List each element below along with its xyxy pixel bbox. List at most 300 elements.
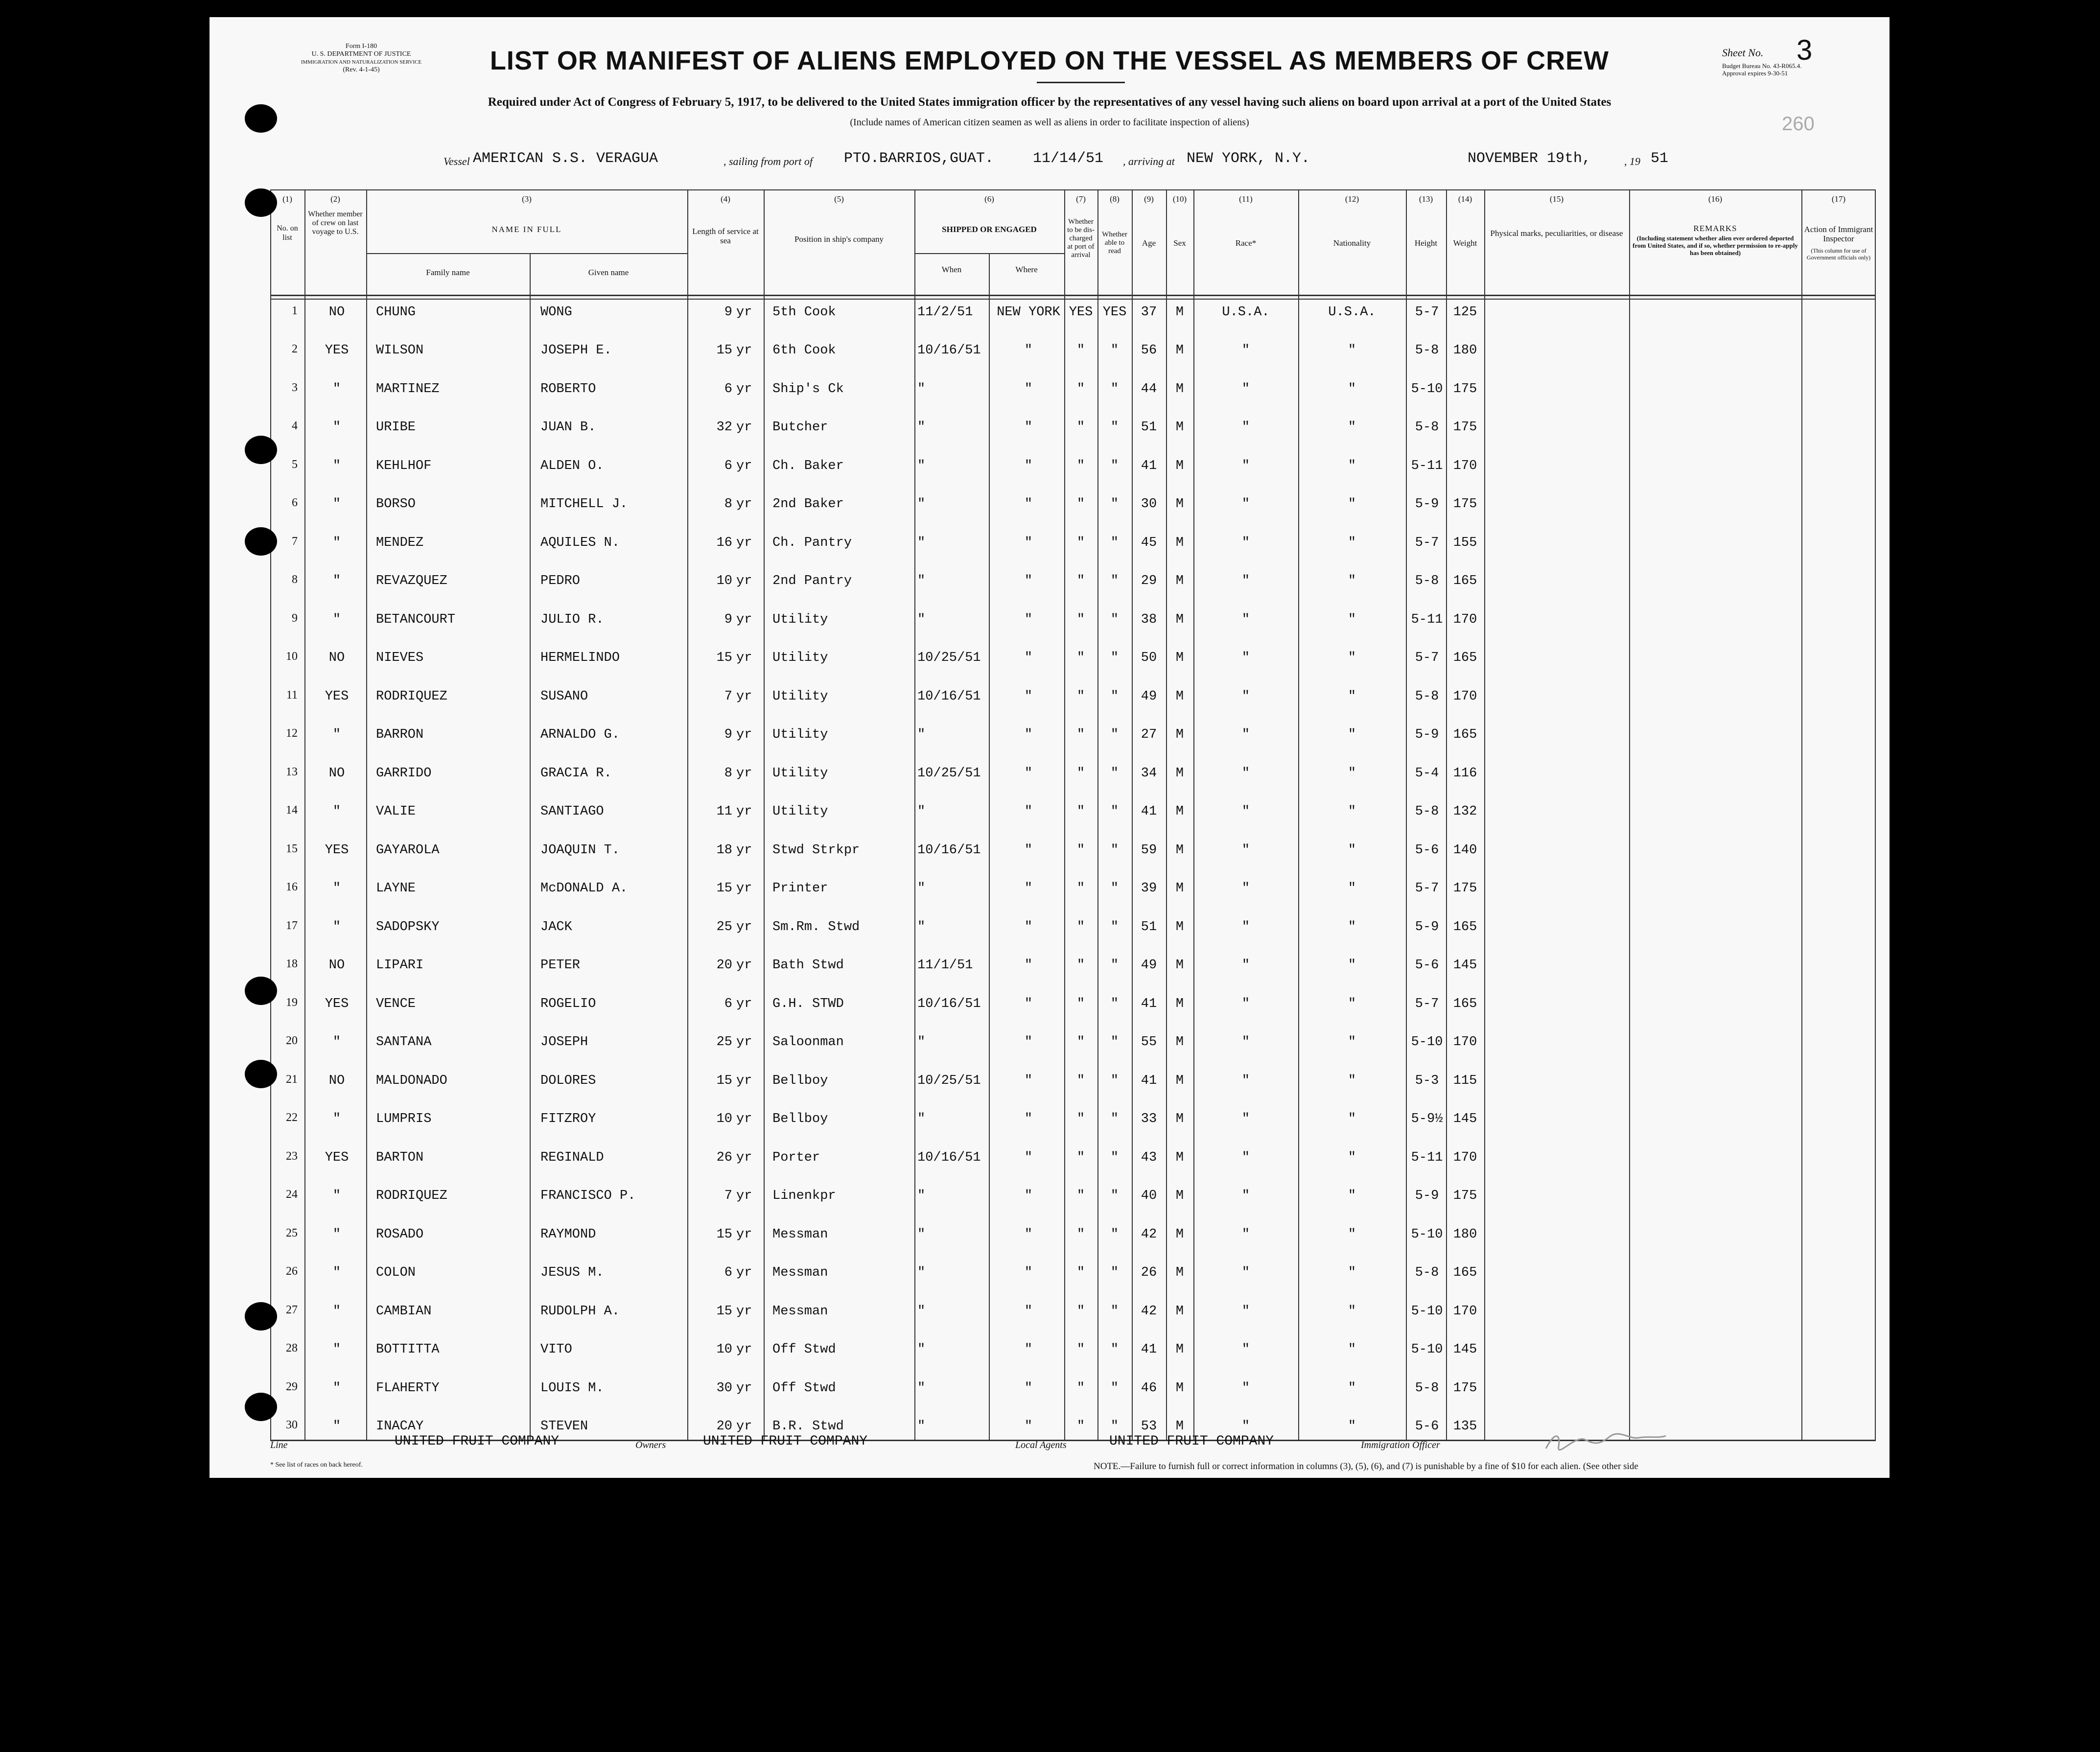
race-cell: " [1241, 382, 1250, 397]
row-number: 28 [286, 1342, 298, 1355]
col-header-length-of-service: Length of service at sea [692, 227, 759, 245]
family-name-cell: MALDONADO [376, 1074, 447, 1088]
row-number: 12 [286, 727, 298, 740]
budget-info [1722, 62, 1801, 77]
nationality-cell: " [1348, 958, 1356, 973]
officer-signature [1541, 1425, 1668, 1454]
column-number: (5) [834, 194, 844, 204]
given-name-cell: SANTIAGO [540, 804, 604, 819]
weight-cell: 180 [1453, 343, 1477, 358]
weight-cell: 115 [1453, 1074, 1477, 1088]
family-name-cell: BARRON [376, 727, 424, 742]
discharged-cell: " [1076, 1227, 1085, 1242]
sex-cell: M [1175, 1074, 1184, 1088]
row-number: 27 [286, 1304, 298, 1316]
weight-cell: 170 [1453, 1150, 1477, 1165]
years-of-service-cell: 6 [724, 382, 732, 397]
shipped-when-cell: 10/16/51 [917, 843, 981, 858]
sheet-number-label: Sheet No. [1722, 47, 1764, 59]
row-number: 2 [292, 343, 298, 355]
row-number: 19 [286, 996, 298, 1009]
sex-cell: M [1175, 1381, 1184, 1396]
arrival-port: NEW YORK, N.Y. [1187, 150, 1310, 167]
given-name-cell: JOSEPH [540, 1035, 588, 1050]
row-number: 30 [286, 1419, 298, 1431]
years-suffix: yr [736, 459, 752, 473]
row-number: 23 [286, 1150, 298, 1163]
nationality-cell: " [1348, 997, 1356, 1011]
act-statement: Required under Act of Congress of February 5, 1917, to be delivered to the United States immigration officer by the representatives of any vessel having such aliens on board upon arrival at a port of the United States [488, 95, 1611, 109]
discharged-cell: " [1076, 1035, 1085, 1050]
sex-cell: M [1175, 1189, 1184, 1203]
race-cell: " [1241, 1074, 1250, 1088]
previous-voyage-cell: " [332, 536, 341, 550]
years-of-service-cell: 6 [724, 997, 732, 1011]
family-name-cell: SANTANA [376, 1035, 432, 1050]
column-number: (7) [1076, 194, 1086, 204]
years-suffix: yr [736, 1150, 752, 1165]
previous-voyage-cell: NO [328, 1074, 345, 1088]
age-cell: 56 [1141, 343, 1157, 358]
shipped-when-cell: " [917, 1265, 926, 1280]
height-cell: 5-9 [1415, 1189, 1439, 1203]
years-suffix: yr [736, 1304, 752, 1319]
age-cell: 30 [1141, 497, 1157, 512]
col-header-where: Where [1015, 265, 1038, 274]
nationality-cell: " [1348, 1189, 1356, 1203]
years-of-service-cell: 10 [716, 1112, 732, 1126]
years-suffix: yr [736, 651, 752, 665]
race-cell: " [1241, 689, 1250, 704]
years-suffix: yr [736, 766, 752, 781]
years-of-service-cell: 15 [716, 1304, 732, 1319]
nationality-cell: " [1348, 1150, 1356, 1165]
age-cell: 29 [1141, 574, 1157, 588]
able-to-read-cell: " [1110, 689, 1119, 704]
sex-cell: M [1175, 689, 1184, 704]
discharged-cell: " [1076, 343, 1085, 358]
height-cell: 5-10 [1411, 1227, 1443, 1242]
position-cell: Ch. Pantry [772, 536, 852, 550]
discharged-cell: " [1076, 1419, 1085, 1434]
row-number: 25 [286, 1227, 298, 1239]
previous-voyage-cell: " [332, 727, 341, 742]
nationality-cell: " [1348, 843, 1356, 858]
given-name-cell: RUDOLPH A. [540, 1304, 620, 1319]
family-name-cell: COLON [376, 1265, 416, 1280]
sex-cell: M [1175, 804, 1184, 819]
height-cell: 5-7 [1415, 997, 1439, 1011]
weight-cell: 175 [1453, 382, 1477, 397]
age-cell: 41 [1141, 459, 1157, 473]
weight-cell: 132 [1453, 804, 1477, 819]
age-cell: 46 [1141, 1381, 1157, 1396]
family-name-cell: LIPARI [376, 958, 424, 973]
row-number: 17 [286, 919, 298, 932]
previous-voyage-cell: " [332, 497, 341, 512]
weight-cell: 125 [1453, 305, 1477, 320]
line-label: Line [270, 1440, 288, 1450]
column-number: (17) [1831, 194, 1846, 204]
previous-voyage-cell: NO [328, 651, 345, 665]
shipped-when-cell: " [917, 420, 926, 435]
shipped-where-cell: " [1024, 651, 1033, 665]
race-cell: " [1241, 1342, 1250, 1357]
years-of-service-cell: 20 [716, 958, 732, 973]
shipped-when-cell: " [917, 1189, 926, 1203]
position-cell: Ship's Ck [772, 382, 844, 397]
row-number: 7 [292, 535, 298, 548]
position-cell: 5th Cook [772, 305, 836, 320]
race-cell: " [1241, 459, 1250, 473]
years-suffix: yr [736, 689, 752, 704]
position-cell: Utility [772, 689, 828, 704]
given-name-cell: AQUILES N. [540, 536, 620, 550]
col-header-name-in-full: NAME IN FULL [491, 225, 562, 234]
weight-cell: 170 [1453, 612, 1477, 627]
column-number: (8) [1110, 194, 1120, 204]
column-number: (6) [984, 194, 994, 204]
col-header-discharged: Whether to be dis-charged at port of arrival [1067, 218, 1095, 259]
discharged-cell: " [1076, 536, 1085, 550]
approval-expiry: Approval expires 9-30-51 [1722, 70, 1788, 77]
age-cell: 26 [1141, 1265, 1157, 1280]
previous-voyage-cell: " [332, 1419, 341, 1434]
shipped-where-cell: " [1024, 881, 1033, 896]
sex-cell: M [1175, 1035, 1184, 1050]
shipped-when-cell: 10/25/51 [917, 651, 981, 665]
height-cell: 5-8 [1415, 574, 1439, 588]
shipped-when-cell: " [917, 1112, 926, 1126]
height-cell: 5-8 [1415, 689, 1439, 704]
height-cell: 5-6 [1415, 958, 1439, 973]
nationality-cell: " [1348, 612, 1356, 627]
given-name-cell: DOLORES [540, 1074, 596, 1088]
nationality-cell: " [1348, 1265, 1356, 1280]
height-cell: 5-8 [1415, 804, 1439, 819]
years-of-service-cell: 7 [724, 1189, 732, 1203]
family-name-cell: MENDEZ [376, 536, 424, 550]
given-name-cell: JULIO R. [540, 612, 604, 627]
nationality-cell: " [1348, 1419, 1356, 1434]
given-name-cell: JOSEPH E. [540, 343, 612, 358]
row-number: 24 [286, 1188, 298, 1201]
height-cell: 5-11 [1411, 612, 1443, 627]
position-cell: Utility [772, 612, 828, 627]
shipped-where-cell: " [1024, 420, 1033, 435]
discharged-cell: " [1076, 997, 1085, 1011]
race-cell: " [1241, 997, 1250, 1011]
given-name-cell: ALDEN O. [540, 459, 604, 473]
previous-voyage-cell: YES [325, 997, 349, 1011]
manifest-sheet [210, 17, 1890, 1478]
shipped-where-cell: " [1024, 1419, 1033, 1434]
shipped-when-cell: 10/16/51 [917, 997, 981, 1011]
position-cell: 2nd Baker [772, 497, 844, 512]
able-to-read-cell: " [1110, 1112, 1119, 1126]
years-of-service-cell: 16 [716, 536, 732, 550]
position-cell: Bellboy [772, 1074, 828, 1088]
previous-voyage-cell: " [332, 459, 341, 473]
position-cell: Off Stwd [772, 1381, 836, 1396]
years-of-service-cell: 8 [724, 766, 732, 781]
given-name-cell: ROGELIO [540, 997, 596, 1011]
local-agents-label: Local Agents [1015, 1440, 1067, 1450]
years-of-service-cell: 8 [724, 497, 732, 512]
sex-cell: M [1175, 1342, 1184, 1357]
shipped-where-cell: " [1024, 766, 1033, 781]
family-name-cell: ROSADO [376, 1227, 424, 1242]
sex-cell: M [1175, 536, 1184, 550]
shipped-when-cell: " [917, 497, 926, 512]
row-number: 10 [286, 650, 298, 663]
sex-cell: M [1175, 766, 1184, 781]
given-name-cell: ARNALDO G. [540, 727, 620, 742]
years-suffix: yr [736, 497, 752, 512]
column-number: (15) [1549, 194, 1564, 204]
family-name-cell: BOTTITTA [376, 1342, 440, 1357]
age-cell: 33 [1141, 1112, 1157, 1126]
sex-cell: M [1175, 1304, 1184, 1319]
years-suffix: yr [736, 997, 752, 1011]
row-number: 18 [286, 958, 298, 970]
col-header-inspector-action: Action of Immigrant Inspector [1804, 225, 1873, 243]
years-of-service-cell: 6 [724, 459, 732, 473]
weight-cell: 175 [1453, 497, 1477, 512]
shipped-when-cell: 10/16/51 [917, 1150, 981, 1165]
shipped-where-cell: " [1024, 459, 1033, 473]
discharged-cell: " [1076, 1150, 1085, 1165]
row-number: 20 [286, 1034, 298, 1047]
column-divider [914, 189, 915, 1441]
position-cell: Utility [772, 727, 828, 742]
given-name-cell: FRANCISCO P. [540, 1189, 636, 1203]
years-suffix: yr [736, 1035, 752, 1050]
given-name-cell: HERMELINDO [540, 651, 620, 665]
penalty-note: NOTE.—Failure to furnish full or correct information in columns (3), (5), (6), and (7) is punishable by a fine of $10 for each alien. (See other side [1094, 1461, 1638, 1472]
row-number: 14 [286, 804, 298, 817]
race-cell: " [1241, 574, 1250, 588]
shipped-when-cell: " [917, 1419, 926, 1434]
able-to-read-cell: " [1110, 1419, 1119, 1434]
previous-voyage-cell: " [332, 382, 341, 397]
weight-cell: 165 [1453, 997, 1477, 1011]
punch-hole [245, 977, 277, 1005]
race-cell: " [1241, 343, 1250, 358]
column-divider [304, 189, 305, 1441]
col-header-age: Age [1142, 238, 1156, 248]
race-cell: " [1241, 1381, 1250, 1396]
nationality-cell: " [1348, 497, 1356, 512]
race-cell: " [1241, 1265, 1250, 1280]
able-to-read-cell: " [1110, 1074, 1119, 1088]
given-name-cell: JESUS M. [540, 1265, 604, 1280]
column-number: (12) [1345, 194, 1359, 204]
discharged-cell: " [1076, 804, 1085, 819]
given-name-cell: JACK [540, 920, 572, 934]
height-cell: 5-10 [1411, 1342, 1443, 1357]
given-name-cell: McDONALD A. [540, 881, 628, 896]
row-number: 5 [292, 458, 298, 471]
row-number: 29 [286, 1380, 298, 1393]
able-to-read-cell: " [1110, 497, 1119, 512]
handwritten-page-number: 260 [1782, 113, 1815, 135]
height-cell: 5-9 [1415, 497, 1439, 512]
family-name-cell: VENCE [376, 997, 416, 1011]
height-cell: 5-11 [1411, 1150, 1443, 1165]
able-to-read-cell: YES [1102, 305, 1127, 320]
previous-voyage-cell: NO [328, 958, 345, 973]
shipped-when-cell: " [917, 1227, 926, 1242]
shipped-where-cell: " [1024, 689, 1033, 704]
shipped-when-cell: " [917, 1342, 926, 1357]
year-prefix: , 19 [1624, 155, 1640, 167]
column-divider [1629, 189, 1630, 1441]
years-suffix: yr [736, 1342, 752, 1357]
department-name: U. S. DEPARTMENT OF JUSTICE [311, 50, 411, 58]
col-header-shipped-or-engaged: SHIPPED OR ENGAGED [942, 225, 1037, 234]
col-header-when: When [941, 265, 962, 274]
owners-company: UNITED FRUIT COMPANY [703, 1434, 868, 1449]
punch-hole [245, 1393, 277, 1421]
years-suffix: yr [736, 536, 752, 550]
able-to-read-cell: " [1110, 958, 1119, 973]
age-cell: 51 [1141, 920, 1157, 934]
shipped-where-cell: " [1024, 843, 1033, 858]
nationality-cell: " [1348, 689, 1356, 704]
height-cell: 5-9 [1415, 727, 1439, 742]
col-header-remarks-detail: (Including statement whether alien ever ordered deported from United States, and if so, whether permission to re-apply has been obtained) [1633, 234, 1798, 257]
years-suffix: yr [736, 1227, 752, 1242]
position-cell: Butcher [772, 420, 828, 435]
given-name-cell: STEVEN [540, 1419, 588, 1434]
row-number: 3 [292, 381, 298, 394]
sex-cell: M [1175, 1419, 1184, 1434]
weight-cell: 116 [1453, 766, 1477, 781]
discharged-cell: " [1076, 958, 1085, 973]
title-underline [1037, 82, 1125, 83]
family-name-cell: CAMBIAN [376, 1304, 432, 1319]
vessel-name: AMERICAN S.S. VERAGUA [473, 150, 658, 167]
previous-voyage-cell: YES [325, 843, 349, 858]
family-name-cell: GAYAROLA [376, 843, 440, 858]
punch-hole [245, 188, 277, 217]
shipped-when-cell: " [917, 612, 926, 627]
age-cell: 34 [1141, 766, 1157, 781]
previous-voyage-cell: " [332, 1227, 341, 1242]
age-cell: 43 [1141, 1150, 1157, 1165]
column-number: (2) [330, 194, 340, 204]
shipped-when-cell: " [917, 382, 926, 397]
race-cell: " [1241, 1150, 1250, 1165]
able-to-read-cell: " [1110, 727, 1119, 742]
discharged-cell: " [1076, 1342, 1085, 1357]
race-cell: " [1241, 958, 1250, 973]
owners-label: Owners [635, 1440, 666, 1450]
column-number: (13) [1419, 194, 1433, 204]
years-of-service-cell: 9 [724, 727, 732, 742]
previous-voyage-cell: " [332, 804, 341, 819]
given-name-cell: PEDRO [540, 574, 581, 588]
nationality-cell: " [1348, 881, 1356, 896]
sex-cell: M [1175, 651, 1184, 665]
years-of-service-cell: 25 [716, 920, 732, 934]
previous-voyage-cell: " [332, 1112, 341, 1126]
nationality-cell: " [1348, 420, 1356, 435]
family-name-cell: REVAZQUEZ [376, 574, 447, 588]
discharged-cell: " [1076, 1265, 1085, 1280]
able-to-read-cell: " [1110, 1035, 1119, 1050]
able-to-read-cell: " [1110, 651, 1119, 665]
shipped-where-cell: " [1024, 920, 1033, 934]
nationality-cell: " [1348, 574, 1356, 588]
position-cell: Stwd Strkpr [772, 843, 860, 858]
height-cell: 5-11 [1411, 459, 1443, 473]
column-divider [1484, 189, 1485, 1441]
punch-hole [245, 1060, 277, 1088]
sheet-number: 3 [1797, 34, 1813, 66]
previous-voyage-cell: " [332, 1342, 341, 1357]
shipped-where-cell: " [1024, 497, 1033, 512]
years-suffix: yr [736, 843, 752, 858]
arrival-year: 51 [1651, 150, 1669, 167]
column-divider [764, 189, 765, 1441]
sex-cell: M [1175, 343, 1184, 358]
column-divider [1801, 189, 1802, 1441]
given-name-cell: JUAN B. [540, 420, 596, 435]
height-cell: 5-8 [1415, 1381, 1439, 1396]
family-name-cell: CHUNG [376, 305, 416, 320]
shipped-where-cell: " [1024, 574, 1033, 588]
years-of-service-cell: 10 [716, 1342, 732, 1357]
shipped-where-cell: " [1024, 343, 1033, 358]
discharged-cell: " [1076, 612, 1085, 627]
age-cell: 42 [1141, 1304, 1157, 1319]
table-right-border [1875, 189, 1876, 1441]
height-cell: 5-7 [1415, 536, 1439, 550]
previous-voyage-cell: " [332, 420, 341, 435]
discharged-cell: " [1076, 727, 1085, 742]
able-to-read-cell: " [1110, 920, 1119, 934]
years-suffix: yr [736, 727, 752, 742]
age-cell: 44 [1141, 382, 1157, 397]
years-of-service-cell: 32 [716, 420, 732, 435]
given-name-cell: MITCHELL J. [540, 497, 628, 512]
position-cell: Off Stwd [772, 1342, 836, 1357]
years-of-service-cell: 15 [716, 343, 732, 358]
row-number: 26 [286, 1265, 298, 1278]
sex-cell: M [1175, 727, 1184, 742]
weight-cell: 175 [1453, 1189, 1477, 1203]
previous-voyage-cell: NO [328, 305, 345, 320]
years-of-service-cell: 9 [724, 612, 732, 627]
previous-voyage-cell: " [332, 1189, 341, 1203]
column-divider [989, 254, 990, 1441]
years-suffix: yr [736, 920, 752, 934]
row-number: 6 [292, 496, 298, 509]
family-name-cell: MARTINEZ [376, 382, 440, 397]
col-header-race: Race* [1235, 238, 1257, 248]
years-suffix: yr [736, 343, 752, 358]
able-to-read-cell: " [1110, 843, 1119, 858]
shipped-when-cell: 10/25/51 [917, 1074, 981, 1088]
row-number: 11 [286, 689, 298, 701]
height-cell: 5-9 [1415, 920, 1439, 934]
weight-cell: 170 [1453, 1304, 1477, 1319]
shipped-where-cell: " [1024, 804, 1033, 819]
years-suffix: yr [736, 1265, 752, 1280]
previous-voyage-cell: YES [325, 1150, 349, 1165]
